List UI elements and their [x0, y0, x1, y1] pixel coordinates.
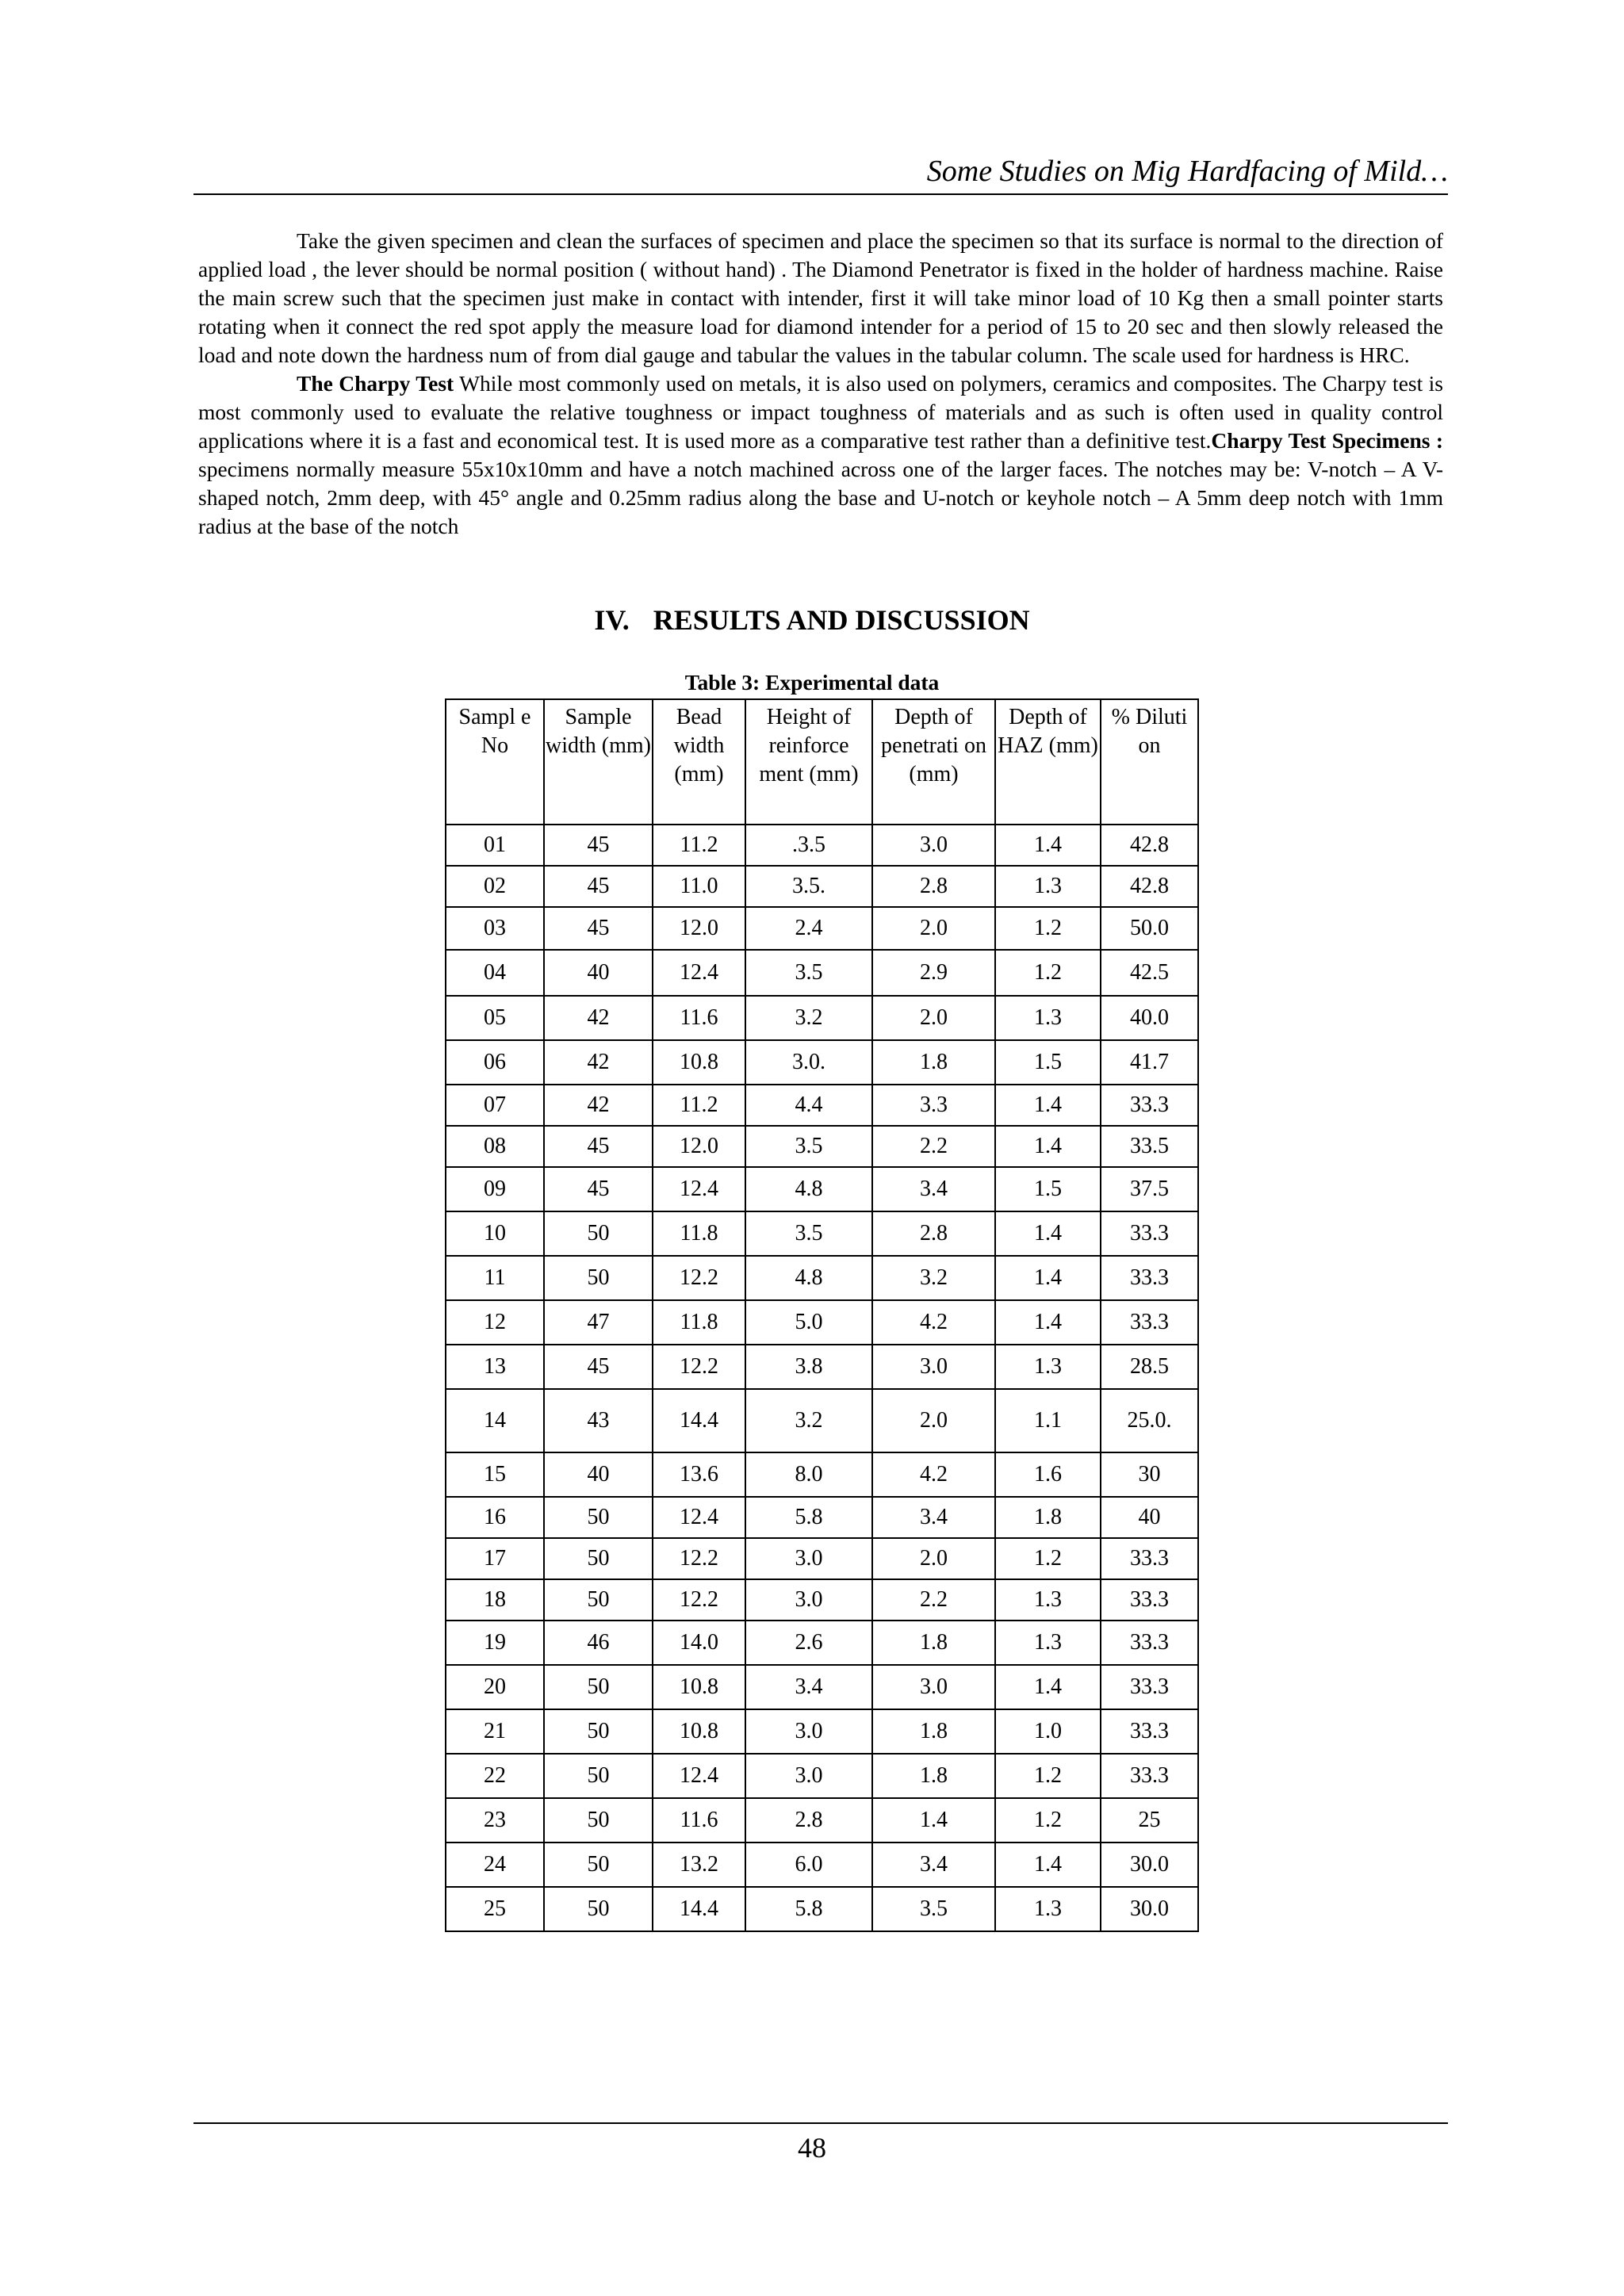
cell-sample-width: 50 — [544, 1798, 653, 1843]
table-row — [446, 1256, 1198, 1300]
cell-sample-width: 50 — [544, 1754, 653, 1798]
cell-depth-of-haz: 1.8 — [995, 1497, 1101, 1538]
cell-height-of-reinforcement: 3.2 — [745, 1389, 872, 1452]
cell-sample-width: 50 — [544, 1887, 653, 1931]
cell-depth-of-haz: 1.5 — [995, 1040, 1101, 1085]
cell-sample-width: 42 — [544, 996, 653, 1040]
page-number: 48 — [798, 2132, 826, 2164]
cell-sample-no: 05 — [446, 996, 544, 1040]
cell-dilution: 33.3 — [1101, 1665, 1198, 1709]
cell-depth-of-penetration: 1.8 — [872, 1754, 995, 1798]
cell-depth-of-haz: 1.4 — [995, 1126, 1101, 1167]
cell-height-of-reinforcement: 2.6 — [745, 1621, 872, 1665]
header-sample-width: Sample width (mm) — [544, 699, 653, 825]
cell-sample-width: 50 — [544, 1665, 653, 1709]
cell-sample-width: 50 — [544, 1211, 653, 1256]
cell-depth-of-haz: 1.5 — [995, 1167, 1101, 1211]
cell-depth-of-haz: 1.2 — [995, 950, 1101, 996]
cell-depth-of-penetration: 1.4 — [872, 1798, 995, 1843]
cell-bead-width: 13.6 — [653, 1452, 745, 1497]
cell-sample-width: 43 — [544, 1389, 653, 1452]
header-rule — [193, 193, 1448, 195]
cell-depth-of-penetration: 3.5 — [872, 1887, 995, 1931]
cell-bead-width: 11.8 — [653, 1211, 745, 1256]
cell-sample-no: 03 — [446, 907, 544, 950]
cell-depth-of-penetration: 3.4 — [872, 1843, 995, 1887]
cell-depth-of-penetration: 3.0 — [872, 1665, 995, 1709]
cell-sample-no: 07 — [446, 1085, 544, 1126]
cell-sample-no: 12 — [446, 1300, 544, 1345]
cell-height-of-reinforcement: 3.5 — [745, 1211, 872, 1256]
table-row — [446, 1211, 1198, 1256]
cell-depth-of-penetration: 1.8 — [872, 1621, 995, 1665]
cell-height-of-reinforcement: 5.0 — [745, 1300, 872, 1345]
cell-depth-of-penetration: 2.0 — [872, 996, 995, 1040]
cell-height-of-reinforcement: 8.0 — [745, 1452, 872, 1497]
cell-bead-width: 10.8 — [653, 1040, 745, 1085]
table-row — [446, 1621, 1198, 1665]
cell-depth-of-haz: 1.2 — [995, 1798, 1101, 1843]
table-row — [446, 1754, 1198, 1798]
table-row — [446, 866, 1198, 907]
cell-depth-of-haz: 1.3 — [995, 1345, 1101, 1389]
cell-depth-of-haz: 1.3 — [995, 996, 1101, 1040]
cell-sample-width: 47 — [544, 1300, 653, 1345]
cell-sample-no: 16 — [446, 1497, 544, 1538]
table-row — [446, 996, 1198, 1040]
cell-bead-width: 11.8 — [653, 1300, 745, 1345]
table-row — [446, 1300, 1198, 1345]
cell-depth-of-penetration: 1.8 — [872, 1040, 995, 1085]
cell-dilution: 33.3 — [1101, 1085, 1198, 1126]
cell-sample-width: 45 — [544, 1167, 653, 1211]
cell-bead-width: 12.4 — [653, 950, 745, 996]
experimental-data-table — [445, 698, 1199, 1932]
cell-depth-of-penetration: 3.4 — [872, 1167, 995, 1211]
cell-sample-no: 20 — [446, 1665, 544, 1709]
cell-depth-of-penetration: 2.0 — [872, 907, 995, 950]
cell-height-of-reinforcement: 3.2 — [745, 996, 872, 1040]
cell-height-of-reinforcement: 3.4 — [745, 1665, 872, 1709]
cell-bead-width: 11.2 — [653, 1085, 745, 1126]
cell-depth-of-haz: 1.3 — [995, 1621, 1101, 1665]
charpy-text-b: specimens normally measure 55x10x10mm and have a notch machined across one of the larger faces. The notches may be: V-notch – A V-shaped notch, 2mm deep, with 45° angle and 0.25mm radius along the base and U-notch or keyhole notch – A 5mm deep notch with 1mm radius at the base of the notch — [198, 457, 1443, 538]
header-sample-no: Sampl e No — [446, 699, 544, 825]
table-row — [446, 907, 1198, 950]
cell-height-of-reinforcement: 5.8 — [745, 1887, 872, 1931]
cell-bead-width: 12.4 — [653, 1167, 745, 1211]
cell-sample-width: 46 — [544, 1621, 653, 1665]
cell-dilution: 50.0 — [1101, 907, 1198, 950]
cell-dilution: 41.7 — [1101, 1040, 1198, 1085]
section-number: IV. — [594, 604, 630, 636]
cell-height-of-reinforcement: 3.8 — [745, 1345, 872, 1389]
cell-sample-no: 06 — [446, 1040, 544, 1085]
body-text — [198, 227, 1443, 541]
cell-depth-of-penetration: 2.8 — [872, 1211, 995, 1256]
cell-sample-no: 09 — [446, 1167, 544, 1211]
section-heading — [0, 600, 1624, 640]
table-row — [446, 950, 1198, 996]
header-height-of-reinforcement: Height of reinforce ment (mm) — [745, 699, 872, 825]
cell-dilution: 25 — [1101, 1798, 1198, 1843]
cell-depth-of-haz: 1.0 — [995, 1709, 1101, 1754]
cell-depth-of-haz: 1.2 — [995, 907, 1101, 950]
table-row — [446, 1843, 1198, 1887]
cell-bead-width: 13.2 — [653, 1843, 745, 1887]
cell-sample-no: 18 — [446, 1579, 544, 1621]
cell-sample-width: 45 — [544, 907, 653, 950]
cell-height-of-reinforcement: 4.4 — [745, 1085, 872, 1126]
cell-depth-of-haz: 1.3 — [995, 866, 1101, 907]
cell-sample-width: 50 — [544, 1843, 653, 1887]
cell-height-of-reinforcement: 2.4 — [745, 907, 872, 950]
table-row — [446, 1538, 1198, 1579]
header-bead-width: Bead width (mm) — [653, 699, 745, 825]
cell-bead-width: 11.6 — [653, 1798, 745, 1843]
cell-bead-width: 12.4 — [653, 1497, 745, 1538]
cell-sample-no: 19 — [446, 1621, 544, 1665]
cell-depth-of-haz: 1.2 — [995, 1538, 1101, 1579]
cell-dilution: 42.5 — [1101, 950, 1198, 996]
table-row — [446, 1709, 1198, 1754]
cell-sample-no: 14 — [446, 1389, 544, 1452]
table-row — [446, 1798, 1198, 1843]
cell-depth-of-penetration: 2.0 — [872, 1538, 995, 1579]
cell-dilution: 25.0. — [1101, 1389, 1198, 1452]
cell-bead-width: 12.2 — [653, 1345, 745, 1389]
cell-sample-no: 22 — [446, 1754, 544, 1798]
table-row — [446, 1452, 1198, 1497]
cell-depth-of-penetration: 3.4 — [872, 1497, 995, 1538]
cell-bead-width: 14.0 — [653, 1621, 745, 1665]
charpy-text-a: While most commonly used on metals, it is also used on polymers, ceramics and composites. The Charpy test is most commonly used to evaluate the relative toughness or impact toughness of materials and as such is often used in quality control applications where it is a fast and economical test. It is used more as a comparative test rather than a definitive test. — [198, 371, 1443, 453]
paragraph-hardness-test: Take the given specimen and clean the surfaces of specimen and place the specimen so that its surface is normal to the direction of applied load , the lever should be normal position ( without hand) . The Diamond Penetrator is fixed in the holder of hardness machine. Raise the main screw such that the specimen just make in contact with intender, first it will take minor load of 10 Kg then a small pointer starts rotating when it connect the red spot apply the measure load for diamond intender for a period of 15 to 20 sec and then slowly released the load and note down the hardness num of from dial gauge and tabular the values in the tabular column. The scale used for hardness is HRC. — [198, 228, 1443, 367]
table-header-row — [446, 699, 1198, 825]
cell-sample-width: 50 — [544, 1497, 653, 1538]
header-dilution: % Diluti on — [1101, 699, 1198, 825]
cell-sample-width: 45 — [544, 866, 653, 907]
cell-sample-width: 45 — [544, 1126, 653, 1167]
cell-depth-of-penetration: 1.8 — [872, 1709, 995, 1754]
header-depth-of-haz: Depth of HAZ (mm) — [995, 699, 1101, 825]
cell-depth-of-penetration: 4.2 — [872, 1300, 995, 1345]
cell-depth-of-penetration: 3.0 — [872, 825, 995, 866]
cell-height-of-reinforcement: 6.0 — [745, 1843, 872, 1887]
cell-sample-no: 01 — [446, 825, 544, 866]
charpy-specimens-lead: Charpy Test Specimens : — [1211, 428, 1444, 453]
cell-dilution: 28.5 — [1101, 1345, 1198, 1389]
cell-bead-width: 14.4 — [653, 1389, 745, 1452]
cell-depth-of-haz: 1.3 — [995, 1579, 1101, 1621]
cell-sample-width: 50 — [544, 1538, 653, 1579]
cell-sample-no: 15 — [446, 1452, 544, 1497]
cell-sample-width: 50 — [544, 1579, 653, 1621]
cell-dilution: 30.0 — [1101, 1843, 1198, 1887]
footer-rule — [193, 2122, 1448, 2124]
cell-dilution: 37.5 — [1101, 1167, 1198, 1211]
cell-dilution: 30.0 — [1101, 1887, 1198, 1931]
cell-height-of-reinforcement: 3.5 — [745, 950, 872, 996]
cell-depth-of-penetration: 2.8 — [872, 866, 995, 907]
cell-depth-of-haz: 1.4 — [995, 1256, 1101, 1300]
cell-sample-width: 45 — [544, 1345, 653, 1389]
cell-depth-of-haz: 1.4 — [995, 1665, 1101, 1709]
cell-depth-of-haz: 1.3 — [995, 1887, 1101, 1931]
cell-sample-no: 04 — [446, 950, 544, 996]
cell-sample-no: 25 — [446, 1887, 544, 1931]
cell-bead-width: 12.0 — [653, 907, 745, 950]
table-row — [446, 1167, 1198, 1211]
cell-dilution: 40.0 — [1101, 996, 1198, 1040]
cell-height-of-reinforcement: 2.8 — [745, 1798, 872, 1843]
cell-sample-no: 13 — [446, 1345, 544, 1389]
cell-sample-no: 08 — [446, 1126, 544, 1167]
cell-bead-width: 11.2 — [653, 825, 745, 866]
cell-height-of-reinforcement: 3.5 — [745, 1126, 872, 1167]
cell-bead-width: 10.8 — [653, 1665, 745, 1709]
cell-bead-width: 12.2 — [653, 1538, 745, 1579]
cell-sample-no: 02 — [446, 866, 544, 907]
cell-dilution: 33.3 — [1101, 1256, 1198, 1300]
table-row — [446, 1085, 1198, 1126]
cell-dilution: 33.3 — [1101, 1538, 1198, 1579]
cell-depth-of-haz: 1.2 — [995, 1754, 1101, 1798]
cell-depth-of-haz: 1.4 — [995, 1085, 1101, 1126]
header-depth-of-penetration: Depth of penetrati on (mm) — [872, 699, 995, 825]
cell-depth-of-haz: 1.4 — [995, 1843, 1101, 1887]
cell-depth-of-penetration: 3.2 — [872, 1256, 995, 1300]
cell-height-of-reinforcement: 3.0 — [745, 1709, 872, 1754]
table-row — [446, 1579, 1198, 1621]
cell-dilution: 42.8 — [1101, 825, 1198, 866]
cell-bead-width: 11.6 — [653, 996, 745, 1040]
cell-dilution: 33.3 — [1101, 1754, 1198, 1798]
cell-sample-no: 10 — [446, 1211, 544, 1256]
cell-height-of-reinforcement: 4.8 — [745, 1167, 872, 1211]
cell-bead-width: 10.8 — [653, 1709, 745, 1754]
table-row — [446, 1497, 1198, 1538]
cell-bead-width: 12.4 — [653, 1754, 745, 1798]
cell-bead-width: 12.2 — [653, 1256, 745, 1300]
cell-depth-of-penetration: 3.3 — [872, 1085, 995, 1126]
cell-height-of-reinforcement: 3.0. — [745, 1040, 872, 1085]
table-caption: Table 3: Experimental data — [684, 670, 940, 695]
running-head: Some Studies on Mig Hardfacing of Mild… — [926, 155, 1448, 188]
cell-sample-no: 21 — [446, 1709, 544, 1754]
cell-bead-width: 12.0 — [653, 1126, 745, 1167]
cell-depth-of-haz: 1.1 — [995, 1389, 1101, 1452]
cell-dilution: 40 — [1101, 1497, 1198, 1538]
section-title: RESULTS AND DISCUSSION — [653, 604, 1030, 636]
cell-dilution: 30 — [1101, 1452, 1198, 1497]
cell-depth-of-penetration: 2.0 — [872, 1389, 995, 1452]
cell-sample-width: 42 — [544, 1085, 653, 1126]
cell-height-of-reinforcement: 3.0 — [745, 1538, 872, 1579]
cell-sample-width: 40 — [544, 1452, 653, 1497]
cell-bead-width: 14.4 — [653, 1887, 745, 1931]
cell-sample-no: 23 — [446, 1798, 544, 1843]
cell-depth-of-haz: 1.4 — [995, 1211, 1101, 1256]
cell-height-of-reinforcement: 3.0 — [745, 1579, 872, 1621]
table-row — [446, 1665, 1198, 1709]
cell-height-of-reinforcement: 5.8 — [745, 1497, 872, 1538]
cell-height-of-reinforcement: 3.5. — [745, 866, 872, 907]
cell-height-of-reinforcement: 3.0 — [745, 1754, 872, 1798]
cell-dilution: 33.3 — [1101, 1621, 1198, 1665]
paragraph-charpy-test — [198, 369, 1443, 541]
cell-sample-width: 50 — [544, 1709, 653, 1754]
cell-sample-no: 11 — [446, 1256, 544, 1300]
cell-sample-width: 50 — [544, 1256, 653, 1300]
table-row — [446, 1040, 1198, 1085]
cell-sample-no: 17 — [446, 1538, 544, 1579]
table-row — [446, 1887, 1198, 1931]
cell-bead-width: 12.2 — [653, 1579, 745, 1621]
cell-dilution: 33.3 — [1101, 1579, 1198, 1621]
cell-depth-of-penetration: 2.9 — [872, 950, 995, 996]
cell-dilution: 33.5 — [1101, 1126, 1198, 1167]
cell-height-of-reinforcement: .3.5 — [745, 825, 872, 866]
cell-sample-width: 45 — [544, 825, 653, 866]
table-row — [446, 1126, 1198, 1167]
cell-depth-of-haz: 1.4 — [995, 825, 1101, 866]
cell-depth-of-penetration: 2.2 — [872, 1126, 995, 1167]
cell-dilution: 33.3 — [1101, 1709, 1198, 1754]
cell-depth-of-penetration: 2.2 — [872, 1579, 995, 1621]
cell-sample-width: 42 — [544, 1040, 653, 1085]
cell-sample-width: 40 — [544, 950, 653, 996]
table-row — [446, 825, 1198, 866]
cell-depth-of-haz: 1.4 — [995, 1300, 1101, 1345]
cell-depth-of-haz: 1.6 — [995, 1452, 1101, 1497]
cell-depth-of-penetration: 4.2 — [872, 1452, 995, 1497]
cell-depth-of-penetration: 3.0 — [872, 1345, 995, 1389]
cell-bead-width: 11.0 — [653, 866, 745, 907]
cell-sample-no: 24 — [446, 1843, 544, 1887]
table-row — [446, 1389, 1198, 1452]
cell-dilution: 33.3 — [1101, 1211, 1198, 1256]
cell-dilution: 42.8 — [1101, 866, 1198, 907]
table-row — [446, 1345, 1198, 1389]
charpy-test-lead: The Charpy Test — [297, 371, 454, 396]
cell-height-of-reinforcement: 4.8 — [745, 1256, 872, 1300]
cell-dilution: 33.3 — [1101, 1300, 1198, 1345]
